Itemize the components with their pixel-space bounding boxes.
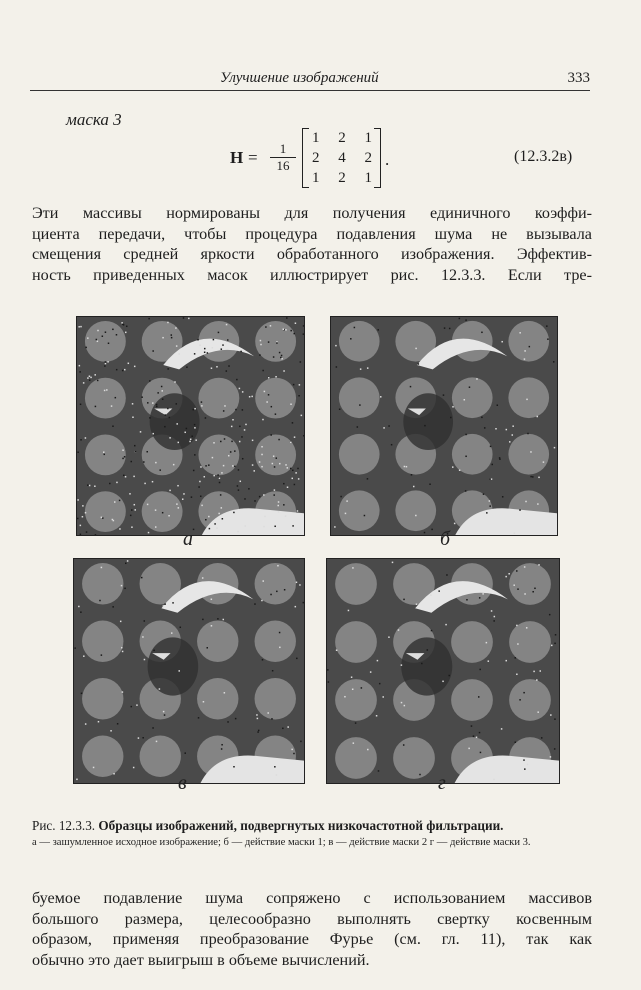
paragraph-1	[32, 203, 592, 285]
text-line: обычно это дает выигрыш в объеме вычислений.	[32, 950, 370, 969]
caption-legend: а — зашумленное исходное изображение; б — действие маски 1; в — действие маски 2 г — действие маски 3.	[32, 837, 531, 848]
text-line: образом, применяя преобразование Фурье (см. гл. 11), так как	[32, 930, 592, 949]
matrix-right-bracket	[374, 128, 381, 188]
matrix-row	[310, 168, 374, 188]
panel-label-c: в	[178, 772, 187, 794]
formula-lhs: H	[230, 148, 244, 167]
paragraph-2	[32, 888, 592, 970]
caption-title: Образцы изображений, подвергнутых низкочастотной фильтрации.	[98, 818, 504, 833]
running-header	[30, 68, 590, 91]
text-line: циента передачи, чтобы процедура подавления шума не вызывала	[32, 224, 592, 243]
panel-label-d: г	[438, 772, 446, 794]
caption-prefix: Рис. 12.3.3.	[32, 818, 96, 833]
mask-label: маска 3	[66, 110, 122, 129]
photo-image	[77, 317, 304, 535]
text-line: Эти массивы нормированы для получения единичного коэффи-	[32, 204, 592, 222]
matrix-row	[310, 128, 374, 148]
figure-panel-b	[330, 316, 558, 536]
formula-fraction	[270, 141, 296, 174]
mask-formula	[222, 128, 422, 190]
figure-panel-c	[73, 558, 305, 784]
photo-image	[327, 559, 559, 783]
photo-image	[74, 559, 304, 783]
formula-end: .	[385, 150, 390, 169]
text-line: буемое подавление шума сопряжено с использованием массивов	[32, 889, 592, 907]
running-title: Улучшение изображений	[220, 70, 379, 86]
matrix-cell: 1	[364, 130, 372, 146]
figure-panel-d	[326, 558, 560, 784]
matrix-cell: 2	[312, 150, 320, 166]
figure-panel-a	[76, 316, 305, 536]
page-number: 333	[567, 70, 590, 86]
panel-label-a: а	[183, 528, 193, 550]
fraction-numerator: 1	[270, 141, 296, 158]
matrix	[310, 128, 374, 188]
matrix-row	[310, 148, 374, 168]
matrix-left-bracket	[302, 128, 309, 188]
figure-caption	[32, 818, 503, 834]
text-line: ность приведенных масок иллюстрирует рис. 12.3.3. Если тре-	[32, 265, 592, 284]
matrix-cell: 1	[312, 170, 320, 186]
fraction-denominator: 16	[276, 158, 290, 173]
matrix-cell: 2	[338, 170, 346, 186]
equation-number: (12.3.2в)	[514, 148, 573, 165]
matrix-cell: 2	[338, 130, 346, 146]
matrix-cell: 1	[364, 170, 372, 186]
panel-label-b: б	[440, 528, 451, 550]
text-line: большого размера, целесообразно выполнять свертку косвенным	[32, 909, 592, 928]
matrix-cell: 4	[338, 150, 346, 166]
formula-equals: =	[248, 148, 258, 167]
matrix-cell: 1	[312, 130, 320, 146]
photo-image	[331, 317, 557, 535]
matrix-cell: 2	[364, 150, 372, 166]
text-line: смещения средней яркости обработанного изображения. Эффектив-	[32, 245, 592, 264]
